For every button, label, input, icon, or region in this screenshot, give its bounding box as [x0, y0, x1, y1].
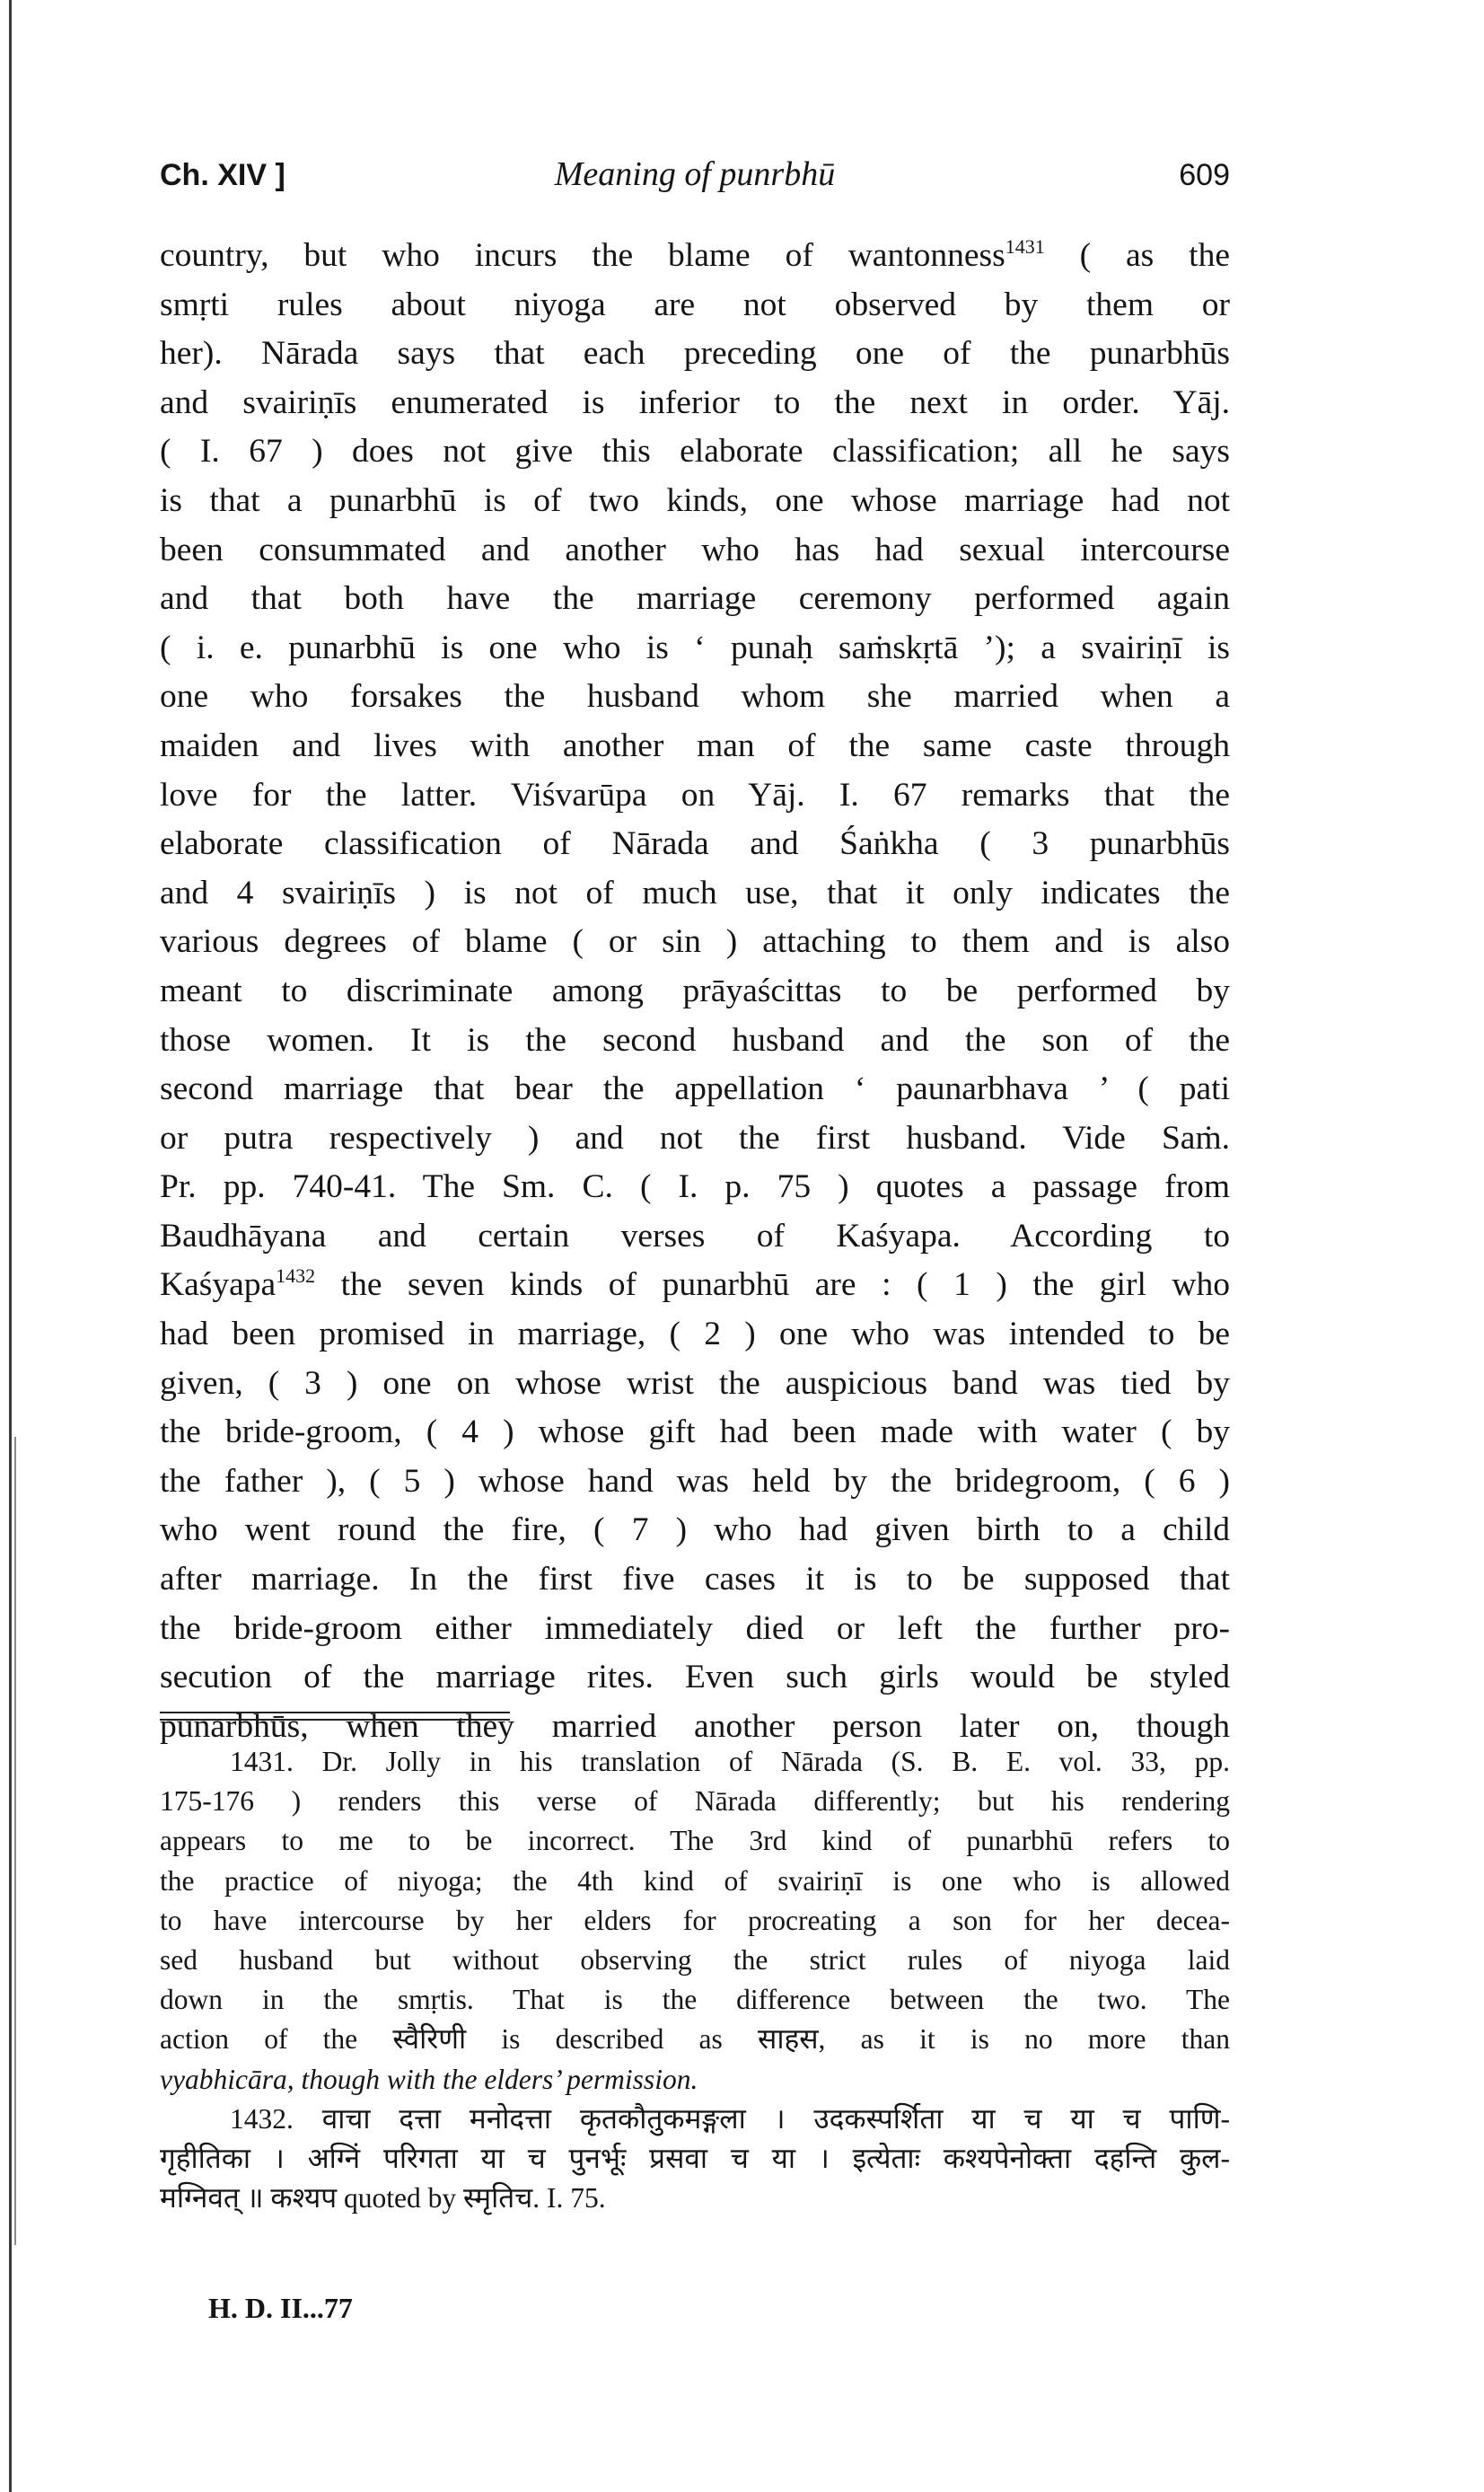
- footnote-line: appears to me to be incorrect. The 3rd kind of punarbhū refers to: [160, 1825, 1230, 1857]
- body-line: elaborate classification of Nārada and Śaṅkha ( 3 punarbhūs: [160, 825, 1230, 863]
- footnote-line: गृहीतिका । अग्निं परिगता या च पुनर्भूः प्रसवा च या । इत्येताः कश्यपेनोक्ता दहन्ति कुल-: [160, 2142, 1230, 2174]
- footnotes: [160, 1742, 1230, 2218]
- signature-mark: H. D. II...77: [208, 2292, 353, 2324]
- footnote-line: 1432. वाचा दत्ता मनोदत्ता कृतकौतुकमङ्गला । उदकस्पर्शिता या च या च पाणि-: [230, 2102, 1230, 2135]
- footnote-line: the practice of niyoga; the 4th kind of svairiṇī is one who is allowed: [160, 1864, 1230, 1897]
- body-line: various degrees of blame ( or sin ) attaching to them and is also: [160, 923, 1230, 961]
- footnote-line: action of the स्वैरिणी is described as साहस, as it is no more than: [160, 2023, 1230, 2056]
- body-line: given, ( 3 ) one on whose wrist the auspicious band was tied by: [160, 1364, 1230, 1402]
- body-line: had been promised in marriage, ( 2 ) one who was intended to be: [160, 1316, 1230, 1353]
- main-text: [160, 232, 1230, 1751]
- body-line: secution of the marriage rites. Even such girls would be styled: [160, 1659, 1230, 1696]
- footnote-line: 175-176 ) renders this verse of Nārada differently; but his rendering: [160, 1785, 1230, 1818]
- body-line: one who forsakes the husband whom she married when a: [160, 678, 1230, 716]
- footnote-line: to have intercourse by her elders for procreating a son for her decea-: [160, 1904, 1230, 1936]
- body-line: who went round the fire, ( 7 ) who had given birth to a child: [160, 1511, 1230, 1549]
- body-line: and 4 svairiṇīs ) is not of much use, that it only indicates the: [160, 874, 1230, 911]
- footnote-ref-1431[interactable]: 1431: [1005, 235, 1045, 258]
- running-header: [160, 151, 1230, 205]
- body-line: after marriage. In the first five cases it is to be supposed that: [160, 1561, 1230, 1598]
- body-line: Baudhāyana and certain verses of Kaśyapa. According to: [160, 1217, 1230, 1255]
- body-line: Pr. pp. 740-41. The Sm. C. ( I. p. 75 ) quotes a passage from: [160, 1168, 1230, 1206]
- body-line: the father ), ( 5 ) whose hand was held by the bridegroom, ( 6 ): [160, 1462, 1230, 1500]
- body-line: those women. It is the second husband and the son of the: [160, 1021, 1230, 1059]
- body-line: maiden and lives with another man of the same caste through: [160, 726, 1230, 764]
- body-line: ( I. 67 ) does not give this elaborate classification; all he says: [160, 433, 1230, 471]
- body-line: and svairiṇīs enumerated is inferior to the next in order. Yāj.: [160, 383, 1230, 421]
- body-line: and that both have the marriage ceremony performed again: [160, 580, 1230, 618]
- body-line: or putra respectively ) and not the first husband. Vide Saṁ.: [160, 1119, 1230, 1157]
- page-spine-edge: [9, 0, 12, 2492]
- body-line: country, but who incurs the blame of wantonness$^{1431}$ ( as the: [160, 235, 1230, 274]
- body-line: punarbhūs, when they married another person later on, though: [160, 1707, 1230, 1745]
- body-line: smṛti rules about niyoga are not observed by them or: [160, 286, 1230, 323]
- body-line: the bride-groom either immediately died or left the further pro-: [160, 1609, 1230, 1647]
- page-spine-shadow: [14, 1437, 16, 2245]
- running-title: Meaning of punrbhū: [554, 155, 836, 193]
- body-line: ( i. e. punarbhū is one who is ‘ punaḥ saṁskṛtā ’); a svairiṇī is: [160, 629, 1230, 666]
- body-line: the bride-groom, ( 4 ) whose gift had been made with water ( by: [160, 1413, 1230, 1451]
- body-line: her). Nārada says that each preceding one of the punarbhūs: [160, 335, 1230, 373]
- footnote-line: 1431. Dr. Jolly in his translation of Nārada (S. B. E. vol. 33, pp.: [230, 1746, 1230, 1777]
- body-line: love for the latter. Viśvarūpa on Yāj. I. 67 remarks that the: [160, 776, 1230, 814]
- chapter-label: Ch. XIV ]: [160, 158, 285, 192]
- footnote-separator: [160, 1712, 510, 1721]
- body-line: meant to discriminate among prāyaścittas to be performed by: [160, 972, 1230, 1009]
- footnote-line: मग्निवत् ॥ कश्यप quoted by स्मृतिच. I. 75.: [160, 2182, 606, 2215]
- body-line: is that a punarbhū is of two kinds, one whose marriage had not: [160, 481, 1230, 519]
- footnote-line: vyabhicāra, though with the elders’ permission.: [160, 2063, 698, 2095]
- body-line: Kaśyapa$^{1432}$ the seven kinds of punarbhū are : ( 1 ) the girl who: [160, 1264, 1230, 1304]
- footnote-line: down in the smṛtis. That is the difference between the two. The: [160, 1984, 1230, 2016]
- footnote-line: sed husband but without observing the strict rules of niyoga laid: [160, 1943, 1230, 1976]
- body-line: second marriage that bear the appellation ‘ paunarbhava ’ ( pati: [160, 1070, 1230, 1108]
- body-line: been consummated and another who has had sexual intercourse: [160, 531, 1230, 568]
- page-number: 609: [1179, 158, 1230, 192]
- footnote-ref-1432[interactable]: 1432: [276, 1264, 316, 1288]
